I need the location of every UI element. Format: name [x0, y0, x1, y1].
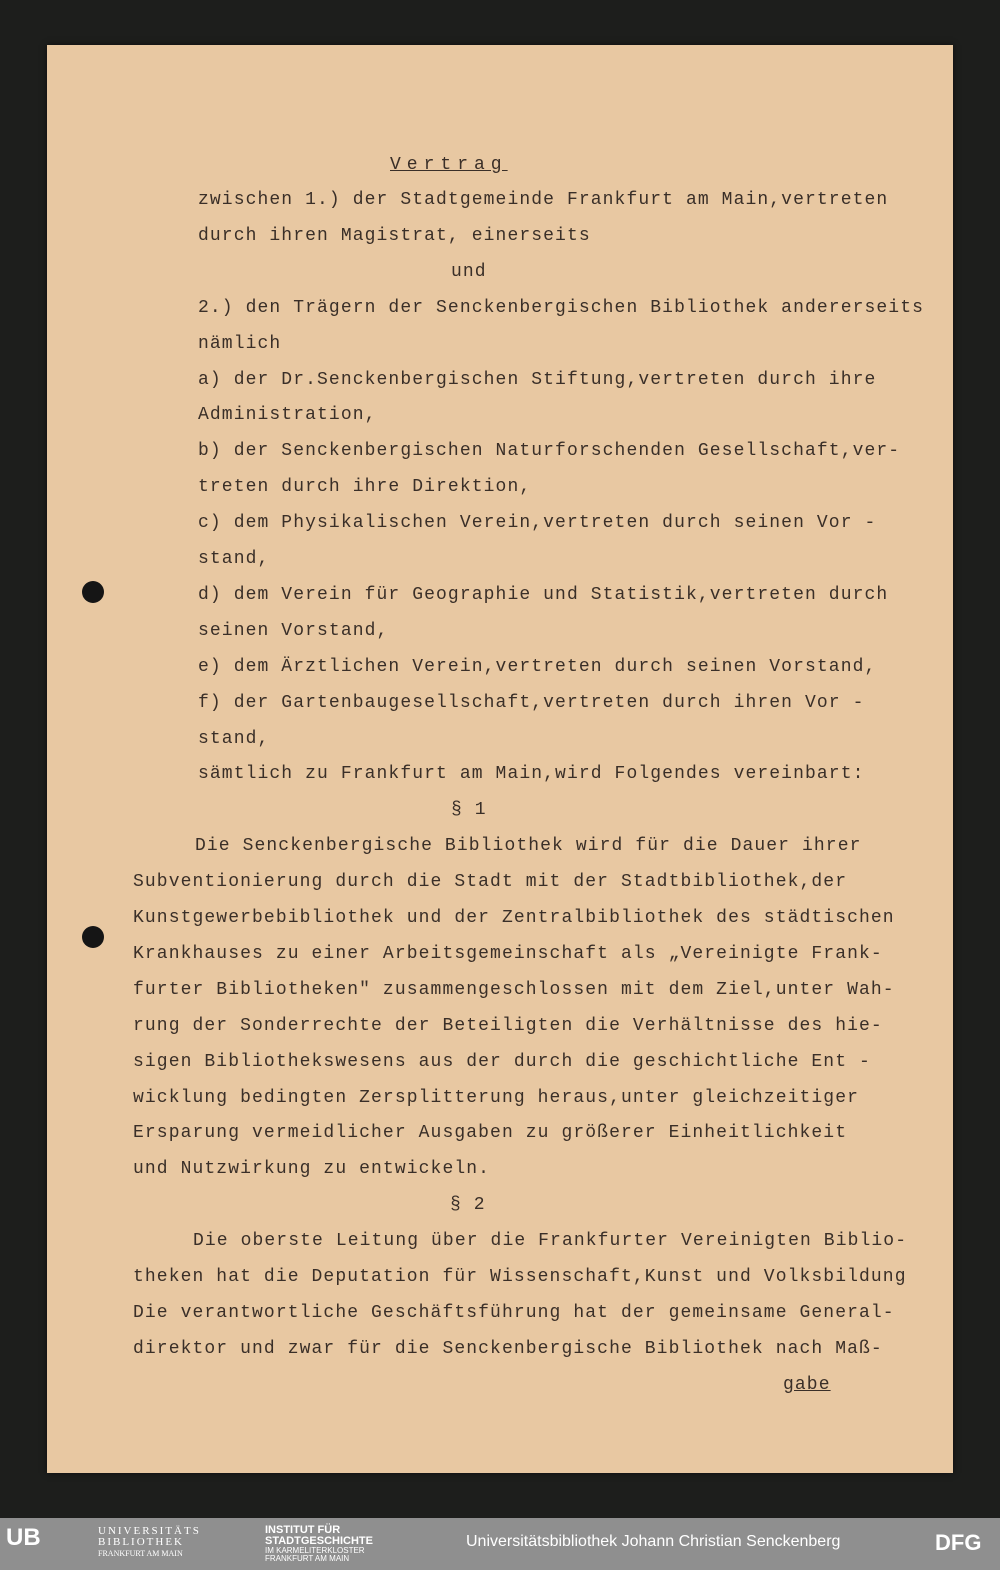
text-line: d) dem Verein für Geographie und Statistik,vertreten durch — [198, 584, 889, 605]
text-line: nämlich — [198, 333, 282, 354]
text-line: sigen Bibliothekswesens aus der durch die geschichtliche Ent - — [133, 1051, 871, 1072]
text-line: durch ihren Magistrat, einerseits — [198, 225, 591, 246]
text-line: treten durch ihre Direktion, — [198, 477, 532, 498]
text-line: stand, — [198, 549, 270, 569]
text-line: f) der Gartenbaugesellschaft,vertreten durch ihren Vor - — [198, 692, 865, 713]
text-line: Administration, — [198, 405, 377, 426]
text-line: § 1 — [451, 800, 487, 821]
text-line: rung der Sonderrechte der Beteiligten die Verhältnisse des hie- — [133, 1015, 883, 1036]
text-line: 2.) den Trägern der Senckenbergischen Bibliothek andererseits — [198, 297, 925, 318]
text-line: theken hat die Deputation für Wissenschaft,Kunst und Volksbildung — [133, 1267, 907, 1287]
text-line: e) dem Ärztlichen Verein,vertreten durch seinen Vorstand, — [198, 656, 877, 677]
text-line: Die verantwortliche Geschäftsführung hat der gemeinsame General- — [133, 1302, 895, 1323]
text-line: furter Bibliotheken" zusammengeschlossen mit dem Ziel,unter Wah- — [133, 979, 895, 1000]
text-line: § 2 — [450, 1195, 486, 1216]
text-line: zwischen 1.) der Stadtgemeinde Frankfurt am Main,vertreten — [198, 190, 889, 210]
punch-hole — [82, 926, 104, 948]
text-line: gabe — [783, 1374, 831, 1395]
text-line: direktor und zwar für die Senckenbergische Bibliothek nach Maß- — [133, 1338, 883, 1359]
text-line: Die oberste Leitung über die Frankfurter Vereinigten Biblio- — [193, 1231, 908, 1252]
text-line: b) der Senckenbergischen Naturforschenden Gesellschaft,ver- — [198, 441, 901, 462]
text-line: c) dem Physikalischen Verein,vertreten durch seinen Vor - — [198, 513, 877, 534]
footer-bar — [0, 1518, 1000, 1570]
text-line: stand, — [198, 728, 270, 749]
ub-logo-text: UNIVERSITÄTS BIBLIOTHEK FRANKFURT AM MAIN — [98, 1525, 201, 1558]
text-line: Kunstgewerbebibliothek und der Zentralbibliothek des städtischen — [133, 908, 895, 928]
ub-logo[interactable]: UB — [6, 1524, 41, 1551]
document-page — [47, 45, 953, 1473]
punch-hole — [82, 581, 104, 603]
text-line: Die Senckenbergische Bibliothek wird für die Dauer ihrer — [195, 836, 862, 857]
text-line: Ersparung vermeidlicher Ausgaben zu größerer Einheitlichkeit — [133, 1123, 848, 1144]
text-line: wicklung bedingten Zersplitterung heraus,unter gleichzeitiger — [133, 1087, 860, 1108]
text-line: Subventionierung durch die Stadt mit der Stadtbibliothek,der — [133, 872, 848, 893]
text-line: a) der Dr.Senckenbergischen Stiftung,vertreten durch ihre — [198, 369, 877, 390]
dfg-logo[interactable]: DFG — [935, 1530, 982, 1555]
text-line: sämtlich zu Frankfurt am Main,wird Folgendes vereinbart: — [198, 764, 865, 785]
text-line: seinen Vorstand, — [198, 620, 389, 641]
text-line: und — [451, 261, 487, 282]
text-line: Krankhauses zu einer Arbeitsgemeinschaft als „Vereinigte Frank- — [133, 943, 883, 964]
library-name: Universitätsbibliothek Johann Christian Senckenberg — [466, 1533, 841, 1550]
isg-logo-text[interactable]: INSTITUT FÜR STADTGESCHICHTE IM KARMELITERKLOSTER FRANKFURT AM MAIN — [265, 1524, 373, 1563]
document-title: Vertrag — [390, 155, 508, 175]
text-line: und Nutzwirkung zu entwickeln. — [133, 1159, 491, 1180]
